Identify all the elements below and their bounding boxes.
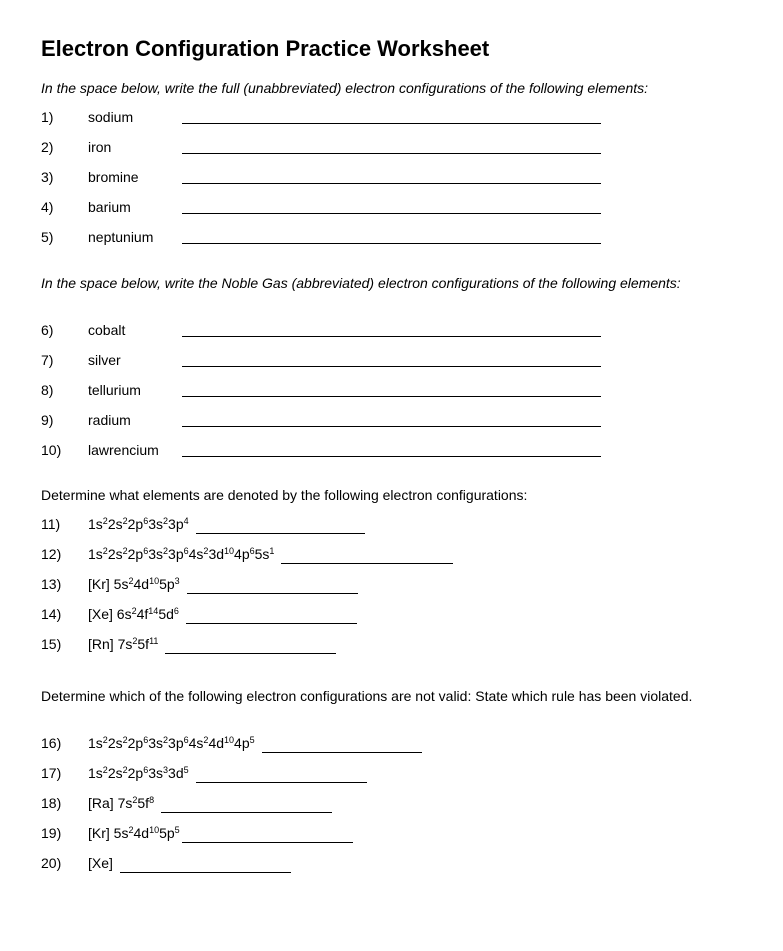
answer-line[interactable] <box>182 183 601 184</box>
answer-line[interactable] <box>182 426 601 427</box>
electron-configuration: [Ra] $7s^25f^8$ <box>88 795 155 811</box>
electron-configuration: $1s^22s^22p^63s^33d^5$ <box>88 765 189 781</box>
section1-instruction: In the space below, write the full (unabbreviated) electron configurations of the following elements: <box>41 80 649 96</box>
answer-line[interactable] <box>182 243 601 244</box>
electron-configuration: $1s^22s^22p^63s^23p^64s^23d^{10}4p^65s^1$ <box>88 546 275 562</box>
item-number: 16) <box>41 735 62 751</box>
element-name: silver <box>88 352 121 368</box>
electron-configuration: [Kr] $5s^24d^{10}5p^5$ <box>88 825 180 841</box>
electron-configuration: [Xe] <box>88 855 113 871</box>
section3-instruction: Determine what elements are denoted by the following electron configurations: <box>41 487 528 503</box>
item-number: 3) <box>41 169 54 185</box>
answer-line[interactable] <box>165 639 336 654</box>
element-name: sodium <box>88 109 134 125</box>
item-number: 2) <box>41 139 54 155</box>
item-number: 6) <box>41 322 54 338</box>
item-number: 1) <box>41 109 54 125</box>
element-name: barium <box>88 199 131 215</box>
answer-line[interactable] <box>182 153 601 154</box>
answer-line[interactable] <box>186 609 357 624</box>
answer-line[interactable] <box>182 336 601 337</box>
item-number: 11) <box>41 516 61 532</box>
answer-line[interactable] <box>161 798 332 813</box>
item-number: 10) <box>41 442 62 458</box>
electron-configuration: $1s^22s^22p^63s^23p^64s^24d^{10}4p^5$ <box>88 735 255 751</box>
electron-configuration: [Rn] $7s^25f^{11}$ <box>88 636 159 652</box>
electron-configuration: $1s^22s^22p^63s^23p^4$ <box>88 516 189 532</box>
item-number: 19) <box>41 825 62 841</box>
item-number: 5) <box>41 229 54 245</box>
electron-configuration: [Xe] $6s^24f^{14}5d^6$ <box>88 606 179 622</box>
item-number: 20) <box>41 855 62 871</box>
element-name: iron <box>88 139 112 155</box>
item-number: 8) <box>41 382 54 398</box>
answer-line[interactable] <box>182 123 601 124</box>
answer-line[interactable] <box>182 456 601 457</box>
answer-line[interactable] <box>182 828 353 843</box>
item-number: 9) <box>41 412 54 428</box>
answer-line[interactable] <box>187 579 358 594</box>
answer-line[interactable] <box>281 549 453 564</box>
answer-line[interactable] <box>196 768 367 783</box>
item-number: 18) <box>41 795 62 811</box>
element-name: lawrencium <box>88 442 159 458</box>
item-number: 15) <box>41 636 62 652</box>
element-name: bromine <box>88 169 139 185</box>
element-name: cobalt <box>88 322 126 338</box>
item-number: 17) <box>41 765 62 781</box>
element-name: neptunium <box>88 229 154 245</box>
item-number: 7) <box>41 352 54 368</box>
item-number: 13) <box>41 576 62 592</box>
answer-line[interactable] <box>182 366 601 367</box>
page-title: Electron Configuration Practice Worksheet <box>41 36 490 61</box>
section4-instruction: Determine which of the following electron configurations are not valid: State which rule has been violated. <box>41 688 693 704</box>
item-number: 14) <box>41 606 62 622</box>
element-name: tellurium <box>88 382 141 398</box>
answer-line[interactable] <box>182 213 601 214</box>
element-name: radium <box>88 412 131 428</box>
item-number: 4) <box>41 199 54 215</box>
answer-line[interactable] <box>182 396 601 397</box>
section2-instruction: In the space below, write the Noble Gas (abbreviated) electron configurations of the following elements: <box>41 275 681 291</box>
item-number: 12) <box>41 546 62 562</box>
electron-configuration: [Kr] $5s^24d^{10}5p^3$ <box>88 576 180 592</box>
answer-line[interactable] <box>120 858 291 873</box>
answer-line[interactable] <box>262 738 422 753</box>
answer-line[interactable] <box>196 519 365 534</box>
